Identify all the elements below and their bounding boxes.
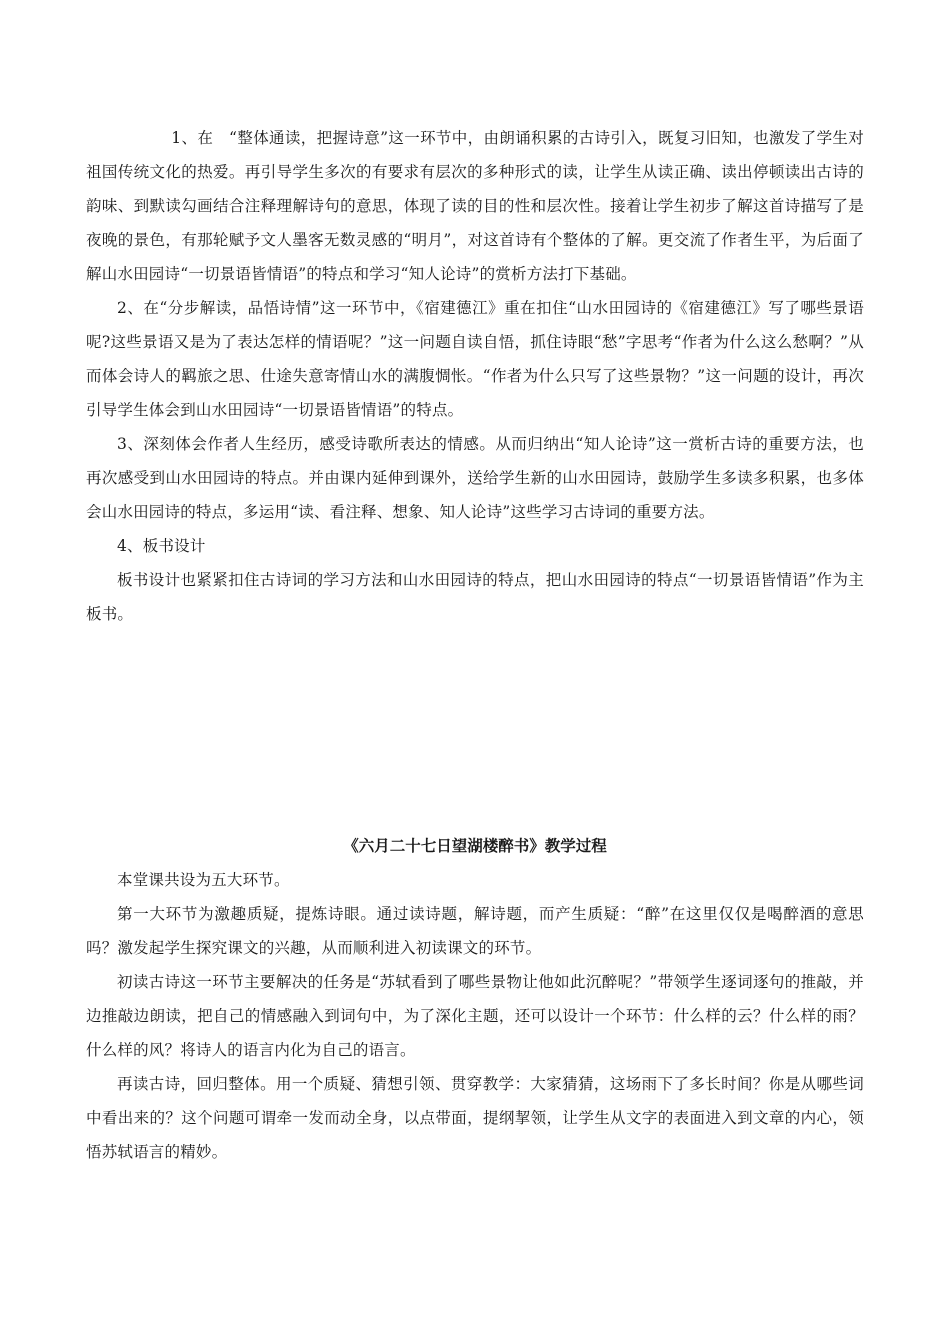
paragraph-5: 板书设计也紧紧扣住古诗词的学习方法和山水田园诗的特点，把山水田园诗的特点“一切景语皆情语”作为主板书。 [86, 571, 864, 623]
paragraph-1: 1、在 “整体通读，把握诗意”这一环节中，由朗诵积累的古诗引入，既复习旧知，也激发了学生对祖国传统文化的热爱。再引导学生多次的有要求有层次的多种形式的读，让学生从读正确、读出停顿读出古诗的韵味、到默读勾画结合注释理解诗句的意思，体现了读的目的性和层次性。接着让学生初步了解这首诗描写了是夜晚的景色，有那轮赋予文人墨客无数灵感的“明月”，对这首诗有个整体的了解。更交流了作者生平，为后面了解山水田园诗“一切景语皆情语”的特点和学习“知人论诗”的赏析方法打下基础。 [86, 129, 864, 283]
paragraph-8: 初读古诗这一环节主要解决的任务是“苏轼看到了哪些景物让他如此沉醉呢？”带领学生逐词逐句的推敲，并边推敲边朗读，把自己的情感融入到词句中，为了深化主题，还可以设计一个环节：什么样的云？什么样的雨？什么样的风？将诗人的语言内化为自己的语言。 [86, 973, 864, 1059]
paragraph-4: 4、板书设计 [117, 537, 206, 555]
paragraph-2: 2、在“分步解读，品悟诗情”这一环节中，《宿建德江》重在扣住“山水田园诗的《宿建德江》写了哪些景语呢?这些景语又是为了表达怎样的情语呢？”这一问题自读自悟，抓住诗眼“愁”字思考“作者为什么这么愁啊？”从而体会诗人的羁旅之思、仕途失意寄情山水的满腹惆怅。“作者为什么只写了这些景物？”这一问题的设计，再次引导学生体会到山水田园诗“一切景语皆情语”的特点。 [86, 299, 864, 419]
section-title: 《六月二十七日望湖楼醉书》教学过程 [343, 836, 607, 855]
paragraph-9: 再读古诗，回归整体。用一个质疑、猜想引领、贯穿教学：大家猜猜，这场雨下了多长时间？你是从哪些词中看出来的？这个问题可谓牵一发而动全身，以点带面，提纲挈领，让学生从文字的表面进入到文章的内心，领悟苏轼语言的精妙。 [86, 1075, 864, 1161]
paragraph-7: 第一大环节为激趣质疑，提炼诗眼。通过读诗题，解诗题，而产生质疑：“醉”在这里仅仅是喝醉酒的意思吗？激发起学生探究课文的兴趣，从而顺利进入初读课文的环节。 [86, 905, 864, 957]
section-reflection [86, 121, 864, 631]
paragraph-6: 本堂课共设为五大环节。 [117, 871, 290, 889]
section-teaching-process [86, 863, 864, 1169]
paragraph-3: 3、深刻体会作者人生经历，感受诗歌所表达的情感。从而归纳出“知人论诗”这一赏析古诗的重要方法，也再次感受到山水田园诗的特点。并由课内延伸到课外，送给学生新的山水田园诗，鼓励学生多读多积累，也多体会山水田园诗的特点，多运用“读、看注释、想象、知人论诗”这些学习古诗词的重要方法。 [86, 435, 864, 521]
